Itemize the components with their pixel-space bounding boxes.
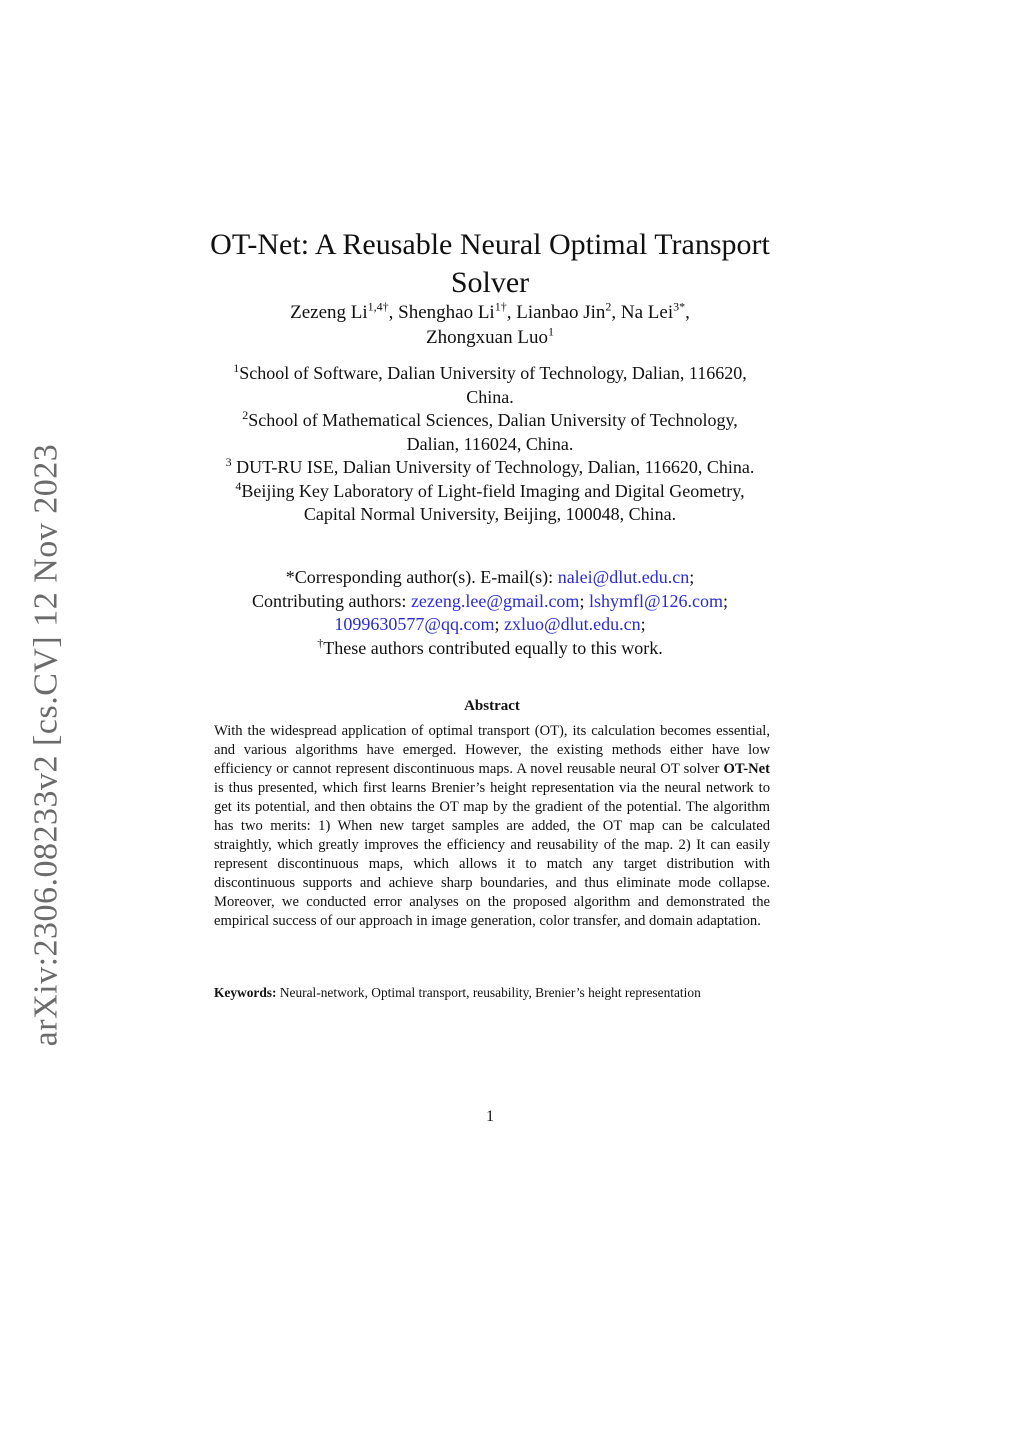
email-separator: ;	[723, 590, 729, 611]
affiliation-4	[190, 480, 790, 527]
affiliation-3	[190, 456, 790, 480]
email-separator: ;	[640, 614, 646, 634]
author-name: Na Lei	[620, 302, 674, 323]
email-separator: ;	[689, 567, 695, 587]
contributing-label: Contributing authors:	[251, 590, 411, 611]
email-separator: ;	[494, 614, 500, 634]
equal-contribution-mark: †	[317, 635, 324, 650]
title-line-1: OT-Net: A Reusable Neural Optimal Transport	[210, 228, 770, 261]
affiliation-mark: 3	[225, 455, 232, 469]
affiliation-text: China.	[466, 386, 514, 407]
abstract-method-name: OT-Net	[723, 761, 770, 777]
equal-contribution-note	[190, 637, 790, 661]
abstract-text-continued: is thus presented, which first learns Brenier’s height representation via the neural network to get its potential, and then obtains the OT map by the gradient of the potential. The algorithm has two merits: 1) When new target samples are added, the OT map can be calculated straightly, which greatly improves the efficiency and reusability of the map. 2) It can easily represent discontinuous maps, which allows it to match any target distribution with discontinuous supports and achieve sharp boundaries, and thus eliminate mode collapse. Moreover, we conducted error analyses on the proposed algorithm and demonstrated the empirical success of our approach in image generation, color transfer, and domain adaptation.	[214, 780, 770, 929]
author-name: Zhongxuan Luo	[426, 327, 548, 348]
author-separator: ,	[611, 302, 621, 323]
contributing-email-link[interactable]: zezeng.lee@gmail.com	[410, 590, 580, 611]
email-separator: ;	[579, 590, 585, 611]
affiliation-text: Dalian, 116024, China.	[406, 433, 574, 454]
corresponding-email-link[interactable]: nalei@dlut.edu.cn	[557, 567, 690, 587]
keywords-text: Neural-network, Optimal transport, reusability, Brenier’s height representation	[276, 985, 701, 1000]
author-name: Zezeng Li	[290, 302, 368, 323]
corresponding-author-line	[190, 566, 790, 590]
equal-contribution-text: These authors contributed equally to this work.	[323, 637, 663, 658]
author-affiliation-mark: 1†	[494, 299, 507, 314]
contributing-authors-line	[190, 590, 790, 614]
keywords-label: Keywords:	[214, 985, 277, 1000]
correspondence-block	[190, 566, 790, 660]
affiliation-2	[190, 409, 790, 456]
contributing-email-link[interactable]: zxluo@dlut.edu.cn	[504, 614, 641, 634]
title-line-2: Solver	[450, 266, 530, 299]
contributing-authors-line-2	[190, 613, 790, 637]
author-name: Shenghao Li	[398, 302, 495, 323]
author-separator: ,	[388, 302, 399, 323]
author-name: Lianbao Jin	[516, 302, 606, 323]
arxiv-identifier-text: arXiv:2306.08233v2 [cs.CV] 12 Nov 2023	[27, 443, 64, 1047]
abstract-body	[214, 722, 770, 931]
affiliation-list	[190, 362, 790, 527]
author-list	[190, 300, 790, 350]
paper-title	[190, 226, 790, 302]
arxiv-identifier-stamp	[24, 440, 68, 1050]
author-affiliation-mark: 3*	[673, 299, 686, 314]
corresponding-label: *Corresponding author(s). E-mail(s):	[285, 567, 558, 587]
affiliation-mark: 2	[242, 408, 249, 422]
abstract-text: With the widespread application of optimal transport (OT), its calculation becomes essential, and various algorithms have emerged. However, the existing methods either have low efficiency or cannot represent discontinuous maps. A novel reusable neural OT solver	[214, 723, 770, 777]
author-separator: ,	[506, 302, 517, 323]
abstract-heading: Abstract	[464, 698, 520, 714]
author-affiliation-mark: 1,4†	[367, 299, 389, 314]
author-affiliation-mark: 2	[605, 299, 612, 314]
affiliation-text: DUT-RU ISE, Dalian University of Technology, Dalian, 116620, China.	[231, 457, 755, 477]
affiliation-text: School of Software, Dalian University of Technology, Dalian, 116620,	[239, 363, 747, 383]
contributing-email-link[interactable]: lshymfl@126.com	[588, 590, 724, 611]
affiliation-text: School of Mathematical Sciences, Dalian University of Technology,	[248, 410, 738, 430]
affiliation-mark: 4	[235, 478, 242, 493]
author-separator: ,	[685, 302, 690, 323]
contributing-email-link[interactable]: 1099630577@qq.com	[334, 614, 495, 634]
affiliation-text: Beijing Key Laboratory of Light-field Imaging and Digital Geometry,	[241, 480, 745, 501]
page-number: 1	[486, 1108, 494, 1125]
affiliation-mark: 1	[233, 361, 240, 375]
author-affiliation-mark: 1	[547, 324, 554, 339]
affiliation-1	[190, 362, 790, 409]
keywords-line	[214, 985, 770, 1002]
affiliation-text: Capital Normal University, Beijing, 100048, China.	[303, 504, 677, 524]
